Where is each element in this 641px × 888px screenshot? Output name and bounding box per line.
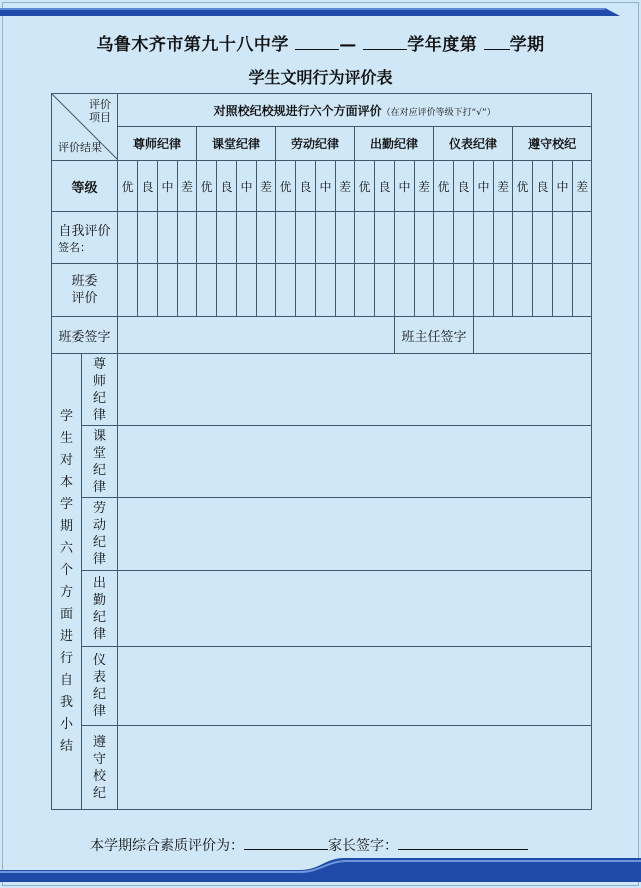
category-header: 尊师纪律 xyxy=(118,127,197,161)
check-cell[interactable] xyxy=(434,264,454,317)
committee-eval-label: 班委 评价 xyxy=(52,264,118,317)
grade-row xyxy=(52,161,592,212)
check-cell[interactable] xyxy=(336,212,355,264)
check-cell[interactable] xyxy=(158,264,178,317)
summary-item-label: 仪表纪律 xyxy=(92,653,106,719)
document-title: 乌鲁木齐市第九十八中学 — 学年度第 学期 xyxy=(96,35,545,55)
self-eval-label-cell xyxy=(52,212,118,264)
check-cell[interactable] xyxy=(395,212,415,264)
check-cell[interactable] xyxy=(217,264,237,317)
quality-blank[interactable] xyxy=(244,836,328,850)
category-header: 遵守校纪 xyxy=(513,127,592,161)
check-cell[interactable] xyxy=(118,212,138,264)
teacher-sign-field[interactable] xyxy=(474,317,592,354)
grade-option: 优 xyxy=(355,161,375,212)
check-cell[interactable] xyxy=(217,212,237,264)
check-cell[interactable] xyxy=(336,264,355,317)
check-cell[interactable] xyxy=(533,264,553,317)
corner-result-label: 评价结果 xyxy=(58,141,102,154)
grade-option: 中 xyxy=(316,161,336,212)
check-cell[interactable] xyxy=(257,264,276,317)
check-cell[interactable] xyxy=(178,264,197,317)
check-cell[interactable] xyxy=(316,264,336,317)
grade-option: 良 xyxy=(454,161,474,212)
check-cell[interactable] xyxy=(197,212,217,264)
check-cell[interactable] xyxy=(375,264,395,317)
check-cell[interactable] xyxy=(533,212,553,264)
category-header: 课堂纪律 xyxy=(197,127,276,161)
grade-option: 优 xyxy=(197,161,217,212)
check-cell[interactable] xyxy=(474,264,494,317)
check-cell[interactable] xyxy=(494,212,513,264)
summary-field[interactable] xyxy=(118,647,592,726)
grade-option: 差 xyxy=(415,161,434,212)
summary-item-label-cell xyxy=(82,498,118,571)
summary-field[interactable] xyxy=(118,726,592,810)
committee-eval-row xyxy=(52,264,592,317)
grade-option: 中 xyxy=(553,161,573,212)
evaluation-banner: 对照校纪校规进行六个方面评价（在对应评价等级下打“√”） xyxy=(118,94,592,127)
grade-option: 优 xyxy=(434,161,454,212)
check-cell[interactable] xyxy=(197,264,217,317)
check-cell[interactable] xyxy=(296,212,316,264)
summary-field[interactable] xyxy=(118,498,592,571)
summary-item-label-cell xyxy=(82,354,118,426)
check-cell[interactable] xyxy=(573,212,592,264)
summary-field[interactable] xyxy=(118,426,592,498)
category-header: 仪表纪律 xyxy=(434,127,513,161)
summary-item-label: 遵守校纪 xyxy=(92,734,106,801)
quality-label: 本学期综合素质评价为： xyxy=(90,838,244,854)
grade-option: 良 xyxy=(138,161,158,212)
grade-label: 等级 xyxy=(52,161,118,212)
summary-field[interactable] xyxy=(118,354,592,426)
check-cell[interactable] xyxy=(415,212,434,264)
self-sign-label: 签名： xyxy=(58,241,91,254)
parent-sign-label: 家长签字： xyxy=(328,838,398,854)
summary-item-label-cell xyxy=(82,647,118,726)
check-cell[interactable] xyxy=(237,264,257,317)
grade-option: 良 xyxy=(533,161,553,212)
grade-option: 中 xyxy=(237,161,257,212)
summary-item-label: 课堂纪律 xyxy=(92,428,106,495)
check-cell[interactable] xyxy=(573,264,592,317)
grade-option: 良 xyxy=(217,161,237,212)
corner-header-cell xyxy=(52,94,118,161)
check-cell[interactable] xyxy=(138,212,158,264)
check-cell[interactable] xyxy=(375,212,395,264)
summary-item-label: 出勤纪律 xyxy=(92,575,106,642)
check-cell[interactable] xyxy=(513,212,533,264)
check-cell[interactable] xyxy=(553,212,573,264)
corner-item-label: 评价 项目 xyxy=(89,98,111,124)
signature-row xyxy=(52,317,592,354)
grade-option: 优 xyxy=(276,161,296,212)
committee-sign-label: 班委签字 xyxy=(52,317,118,354)
check-cell[interactable] xyxy=(296,264,316,317)
check-cell[interactable] xyxy=(494,264,513,317)
grade-option: 差 xyxy=(178,161,197,212)
summary-item-label-cell xyxy=(82,571,118,647)
check-cell[interactable] xyxy=(276,264,296,317)
grade-option: 优 xyxy=(118,161,138,212)
category-header: 出勤纪律 xyxy=(355,127,434,161)
check-cell[interactable] xyxy=(454,264,474,317)
grade-option: 良 xyxy=(296,161,316,212)
committee-sign-field[interactable] xyxy=(118,317,395,354)
check-cell[interactable] xyxy=(434,212,454,264)
check-cell[interactable] xyxy=(415,264,434,317)
check-cell[interactable] xyxy=(355,264,375,317)
check-cell[interactable] xyxy=(454,212,474,264)
grade-option: 中 xyxy=(395,161,415,212)
check-cell[interactable] xyxy=(355,212,375,264)
summary-item-label: 尊师纪律 xyxy=(92,356,106,423)
check-cell[interactable] xyxy=(158,212,178,264)
category-row xyxy=(52,127,592,161)
grade-option: 差 xyxy=(573,161,592,212)
check-cell[interactable] xyxy=(276,212,296,264)
check-cell[interactable] xyxy=(178,212,197,264)
summary-item-label-cell xyxy=(82,426,118,498)
grade-option: 良 xyxy=(375,161,395,212)
check-cell[interactable] xyxy=(553,264,573,317)
check-cell[interactable] xyxy=(257,212,276,264)
check-cell[interactable] xyxy=(237,212,257,264)
evaluation-table xyxy=(51,93,592,810)
summary-item-label: 劳动纪律 xyxy=(92,501,106,567)
check-cell[interactable] xyxy=(316,212,336,264)
teacher-sign-label: 班主任签字 xyxy=(395,317,474,354)
check-cell[interactable] xyxy=(118,264,138,317)
top-decorative-band xyxy=(0,8,620,16)
grade-option: 优 xyxy=(513,161,533,212)
summary-label-cell xyxy=(52,354,82,810)
grade-option: 中 xyxy=(474,161,494,212)
self-eval-row xyxy=(52,212,592,264)
grade-option: 中 xyxy=(158,161,178,212)
check-cell[interactable] xyxy=(474,212,494,264)
grade-option: 差 xyxy=(336,161,355,212)
summary-field[interactable] xyxy=(118,571,592,647)
parent-sign-blank[interactable] xyxy=(398,836,528,850)
check-cell[interactable] xyxy=(395,264,415,317)
self-eval-label: 自我评价 xyxy=(58,224,111,239)
summary-item-label-cell xyxy=(82,726,118,810)
document-subtitle: 学生文明行为评价表 xyxy=(248,68,393,87)
summary-label: 学生对本学期六个方面进行自我小结 xyxy=(59,408,73,754)
check-cell[interactable] xyxy=(138,264,158,317)
check-cell[interactable] xyxy=(513,264,533,317)
bottom-decorative-band xyxy=(0,856,641,882)
category-header: 劳动纪律 xyxy=(276,127,355,161)
grade-option: 差 xyxy=(257,161,276,212)
grade-option: 差 xyxy=(494,161,513,212)
footer xyxy=(90,835,528,855)
